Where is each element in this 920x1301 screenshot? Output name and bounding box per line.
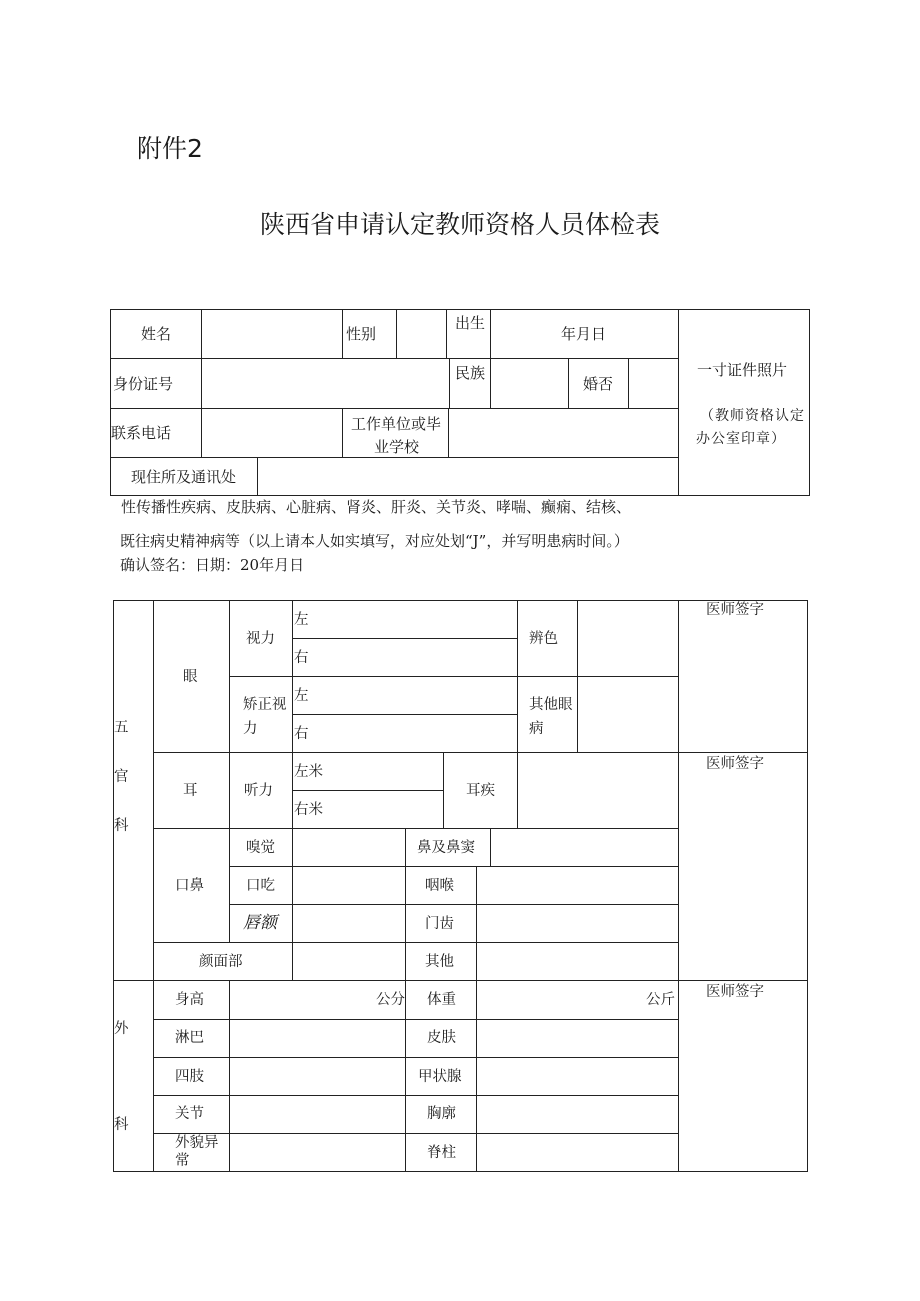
appearance-label-line1: 外貌异 bbox=[175, 1135, 219, 1151]
stutter-label: 口吃 bbox=[246, 878, 275, 894]
surgery-section-char-1: 外 bbox=[114, 1021, 129, 1037]
skin-field[interactable] bbox=[477, 1020, 677, 1056]
skin-label: 皮肤 bbox=[427, 1030, 456, 1046]
id-number-label: 身份证号 bbox=[113, 375, 174, 393]
lip-palate-field[interactable] bbox=[293, 905, 404, 941]
marital-label: 婚否 bbox=[583, 375, 614, 393]
smell-field[interactable] bbox=[293, 829, 404, 865]
stutter-field[interactable] bbox=[293, 867, 404, 903]
facial-section-char-3: 科 bbox=[114, 818, 129, 834]
eye-doctor-signature-label: 医师签字 bbox=[706, 602, 764, 618]
attachment-label: 附件2 bbox=[137, 134, 203, 163]
address-label: 现住所及通讯处 bbox=[131, 468, 237, 486]
name-field[interactable] bbox=[202, 310, 341, 357]
joints-label: 关节 bbox=[175, 1106, 204, 1122]
ethnicity-label: 民族 bbox=[455, 364, 486, 382]
workplace-label-line1: 工作单位或毕 bbox=[351, 415, 442, 433]
medical-history-line2: 既往病史精神病等（以上请本人如实填写，对应处划“J”，并写明患病时间。） bbox=[120, 532, 629, 550]
workplace-field[interactable] bbox=[449, 409, 677, 456]
appearance-field[interactable] bbox=[230, 1134, 404, 1171]
spine-field[interactable] bbox=[477, 1134, 677, 1171]
vision-label: 视力 bbox=[246, 631, 275, 647]
chest-field[interactable] bbox=[477, 1096, 677, 1132]
joints-field[interactable] bbox=[230, 1096, 404, 1132]
color-vision-label: 辨色 bbox=[529, 631, 558, 647]
photo-note-line2: 办公室印章） bbox=[696, 431, 786, 447]
birth-label: 出生 bbox=[455, 314, 486, 332]
gender-field[interactable] bbox=[397, 310, 445, 357]
nose-sinus-label: 鼻及鼻窦 bbox=[417, 840, 475, 856]
facial-section-char-2: 官 bbox=[114, 769, 129, 785]
limbs-label: 四肢 bbox=[175, 1069, 204, 1085]
id-number-field[interactable] bbox=[202, 359, 448, 407]
hearing-right-label[interactable]: 右米 bbox=[294, 802, 323, 818]
weight-label: 体重 bbox=[427, 992, 456, 1008]
nose-sinus-field[interactable] bbox=[491, 829, 677, 865]
limbs-field[interactable] bbox=[230, 1058, 404, 1094]
surgery-doctor-signature-label: 医师签字 bbox=[706, 984, 764, 1000]
vision-left-label[interactable]: 左 bbox=[294, 612, 309, 628]
chest-label: 胸廓 bbox=[427, 1106, 456, 1122]
phone-field[interactable] bbox=[202, 409, 341, 456]
throat-field[interactable] bbox=[477, 867, 677, 903]
signature-date-line[interactable]: 确认签名：日期：20年月日 bbox=[120, 556, 305, 574]
corrected-left-label[interactable]: 左 bbox=[294, 688, 309, 704]
thyroid-label: 甲状腺 bbox=[418, 1069, 462, 1085]
ear-disease-field[interactable] bbox=[518, 753, 677, 827]
page-title: 陕西省申请认定教师资格人员体检表 bbox=[259, 210, 660, 239]
lip-palate-label: 唇额 bbox=[243, 913, 277, 933]
facial-section-char-1: 五 bbox=[114, 720, 129, 736]
workplace-label-line2: 业学校 bbox=[374, 438, 420, 456]
corrected-vision-label-line1: 矫正视 bbox=[243, 697, 287, 713]
vision-right-label[interactable]: 右 bbox=[294, 650, 309, 666]
smell-label: 嗅觉 bbox=[246, 840, 275, 856]
exam-table-border bbox=[113, 600, 808, 1172]
phone-label: 联系电话 bbox=[111, 424, 172, 442]
throat-label: 咽喉 bbox=[425, 878, 454, 894]
lymph-label: 淋巴 bbox=[175, 1030, 204, 1046]
photo-label: 一寸证件照片 bbox=[697, 361, 788, 379]
gender-label: 性别 bbox=[346, 325, 377, 343]
other-eye-label-line2: 病 bbox=[529, 721, 544, 737]
face-label: 颜面部 bbox=[199, 954, 243, 970]
eye-label: 眼 bbox=[183, 669, 198, 685]
surgery-section-char-2: 科 bbox=[114, 1117, 129, 1133]
name-label: 姓名 bbox=[141, 325, 172, 343]
corrected-right-label[interactable]: 右 bbox=[294, 726, 309, 742]
other-field[interactable] bbox=[477, 943, 677, 979]
color-vision-field[interactable] bbox=[578, 601, 677, 675]
height-label: 身高 bbox=[175, 992, 204, 1008]
hearing-label: 听力 bbox=[244, 783, 273, 799]
ethnicity-field[interactable] bbox=[491, 359, 567, 407]
mouth-nose-label: 口鼻 bbox=[175, 878, 204, 894]
appearance-label-line2: 常 bbox=[175, 1153, 190, 1169]
front-teeth-field[interactable] bbox=[477, 905, 677, 941]
photo-note-line1: （教师资格认定 bbox=[700, 408, 805, 424]
other-eye-field[interactable] bbox=[578, 677, 677, 751]
corrected-vision-label-line2: 力 bbox=[243, 721, 258, 737]
spine-label: 脊柱 bbox=[427, 1145, 456, 1161]
ear-label: 耳 bbox=[183, 783, 198, 799]
front-teeth-label: 门齿 bbox=[425, 916, 454, 932]
marital-field[interactable] bbox=[629, 359, 677, 407]
birth-date-value[interactable]: 年月日 bbox=[561, 325, 607, 343]
weight-unit[interactable]: 公斤 bbox=[646, 992, 675, 1008]
other-label: 其他 bbox=[425, 954, 454, 970]
thyroid-field[interactable] bbox=[477, 1058, 677, 1094]
ear-disease-label: 耳疾 bbox=[466, 783, 495, 799]
face-field[interactable] bbox=[293, 943, 404, 979]
ear-doctor-signature-label: 医师签字 bbox=[706, 756, 764, 772]
other-eye-label-line1: 其他眼 bbox=[529, 697, 573, 713]
lymph-field[interactable] bbox=[230, 1020, 404, 1056]
height-unit[interactable]: 公分 bbox=[376, 992, 405, 1008]
hearing-left-label[interactable]: 左米 bbox=[294, 764, 323, 780]
medical-history-line1: 性传播性疾病、皮肤病、心脏病、肾炎、肝炎、关节炎、哮喘、癫痫、结核、 bbox=[121, 498, 632, 516]
address-field[interactable] bbox=[258, 458, 677, 495]
